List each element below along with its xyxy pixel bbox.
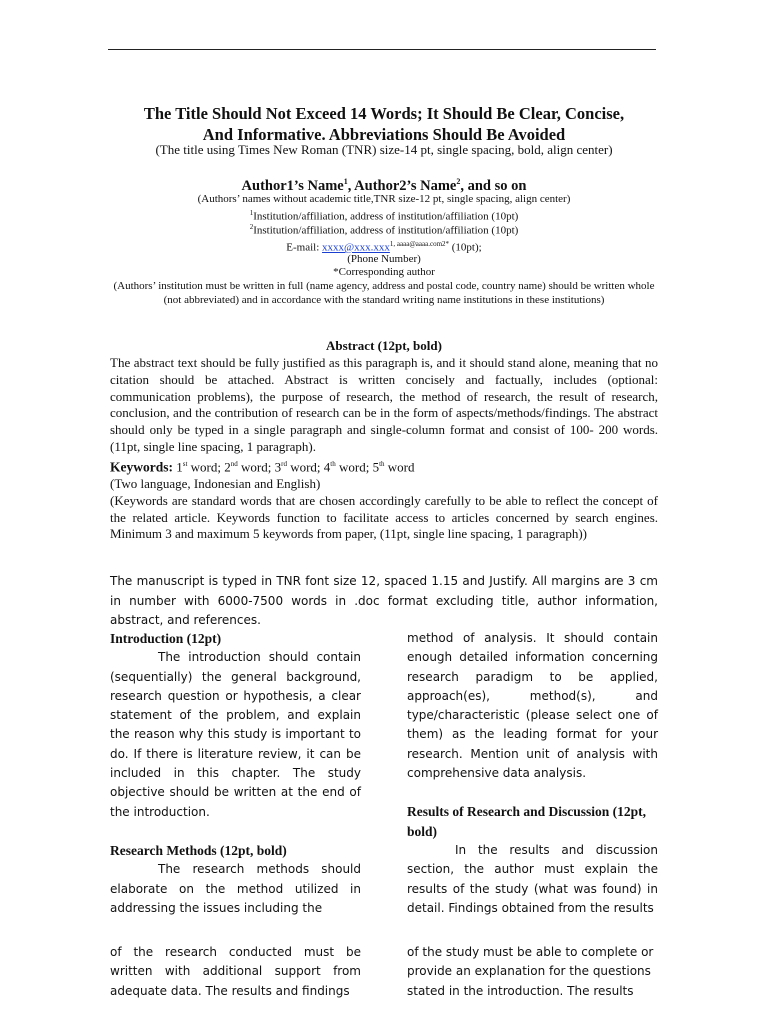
email-1-link[interactable]: xxxx@xxx.xxx — [322, 241, 390, 254]
abstract-body — [110, 355, 658, 543]
introduction-heading: Introduction (12pt) — [110, 631, 222, 646]
right-bottom-text: of the study must be able to complete or provide an explanation for the questions stated in the introduction. The results — [407, 945, 654, 998]
methods-text: The research methods should elaborate on the method utilized in addressing the issues including the — [110, 862, 361, 915]
author-2-name: Author2’s Name — [354, 177, 457, 194]
kw-3-sup: rd — [281, 459, 287, 468]
affiliation-1-sup: 1 — [249, 209, 254, 217]
kw-4: word; 4 — [286, 459, 331, 475]
affiliation-2-sup: 2 — [249, 223, 254, 231]
methods-heading: Research Methods (12pt, bold) — [110, 842, 287, 858]
author-1-sup: 1 — [343, 177, 348, 186]
email-tail: (10pt); — [449, 241, 482, 254]
kw-2: word; 2 — [187, 459, 231, 475]
title-note: (The title using Times New Roman (TNR) size-14 pt, single spacing, bold, align center) — [155, 142, 613, 157]
kw-1: 1 — [173, 459, 183, 475]
keywords-line — [110, 456, 658, 476]
top-rule — [108, 49, 656, 50]
phone-number: (Phone Number) — [347, 253, 421, 265]
author-separator: , — [347, 177, 355, 194]
affiliation-2 — [100, 220, 668, 238]
left-bottom-text: of the research conducted must be written with additional support from adequate data. The results and findings — [110, 945, 361, 998]
affiliation-2-text: Institution/affiliation, address of institution/affiliation (10pt) — [253, 224, 519, 237]
right-column-bottom — [407, 943, 658, 1001]
kw-3: word; 3 — [237, 459, 282, 475]
author-tail: , and so on — [460, 177, 527, 194]
email-label: E-mail: — [286, 241, 323, 254]
email-1-sup: 1 — [389, 240, 394, 248]
manuscript-note: The manuscript is typed in TNR font size 12, spaced 1.15 and Justify. All margins are 3 cm in number with 6000-7500 words in .doc format excluding title, author information, abstract, and references. — [110, 574, 658, 627]
author-2-sup: 2 — [456, 177, 461, 186]
corresponding-author: *Corresponding author — [333, 266, 435, 278]
keywords-label: Keywords: — [110, 459, 173, 475]
keywords-note: (Keywords are standard words that are chosen accordingly carefully to be able to reflect the concept of the related article. Keywords function to facilitate access to articles concerned by search engines. Minimum 3 and maximum 5 keywords from paper, (11pt, single line spacing, 1 paragraph)) — [110, 492, 658, 542]
author-1-name: Author1’s Name — [241, 177, 344, 194]
results-heading: Results of Research and Discussion (12pt, bold) — [407, 804, 647, 839]
title-line-2: And Informative. Abbreviations Should Be Avoided — [202, 125, 566, 144]
abstract-text: The abstract text should be fully justified as this paragraph is, and it should stand alone, meaning that no citation should be attached. Abstract is written concisely and factually, includes (optional: communication problems), the purpose of research, the method of research, the result of research, conclusion, and the contribution of research can be in the form of aspects/methods/findings. The abstract should only be typed in a single paragraph and single-column format and consist of 100- 200 words. (11pt, single line spacing, 1 paragraph). — [110, 355, 658, 454]
email-2: , aaaa@aaaa.com2* — [393, 240, 450, 248]
kw-5: word; 5 — [335, 459, 380, 475]
author-note: (Authors’ names without academic title,TNR size-12 pt, single spacing, align center) — [197, 193, 571, 205]
abstract-heading: Abstract (12pt, bold) — [326, 338, 442, 353]
title-line-1: The Title Should Not Exceed 14 Words; It Should Be Clear, Concise, — [143, 104, 625, 123]
left-column-bottom — [110, 943, 361, 1001]
results-text: In the results and discussion section, the author must explain the results of the study (what was found) in detail. Findings obtained from the results — [407, 842, 658, 915]
institution-note: (Authors’ institution must be written in full (name agency, address and postal code, country name) should be written whole (not abbreviated) and in accordance with the standard writing name institutions in these institutions) — [113, 280, 655, 306]
language-note: (Two language, Indonesian and English) — [110, 475, 321, 491]
affiliation-1-text: Institution/affiliation, address of institution/affiliation (10pt) — [253, 210, 519, 223]
kw-1-sup: st — [182, 459, 188, 468]
paper-title — [100, 103, 668, 145]
kw-4-sup: th — [330, 459, 336, 468]
kw-2-sup: nd — [230, 459, 238, 468]
introduction-text: The introduction should contain (sequentially) the general background, research question or hypothesis, a clear statement of the problem, and explain the reason why this study is important to do. If there is literature review, it can be included in this chapter. The study objective should be written at the end of the introduction. — [110, 650, 361, 819]
right-column — [407, 629, 658, 918]
kw-end: word — [384, 459, 415, 475]
left-column — [110, 629, 361, 918]
kw-5-sup: th — [379, 459, 385, 468]
methods-continued: method of analysis. It should contain enough detailed information concerning research paradigm to be applied, approach(es), method(s), and type/characteristic (please select one of them) as the leading format for your research. Mention unit of analysis with comprehensive data analysis. — [407, 631, 658, 781]
